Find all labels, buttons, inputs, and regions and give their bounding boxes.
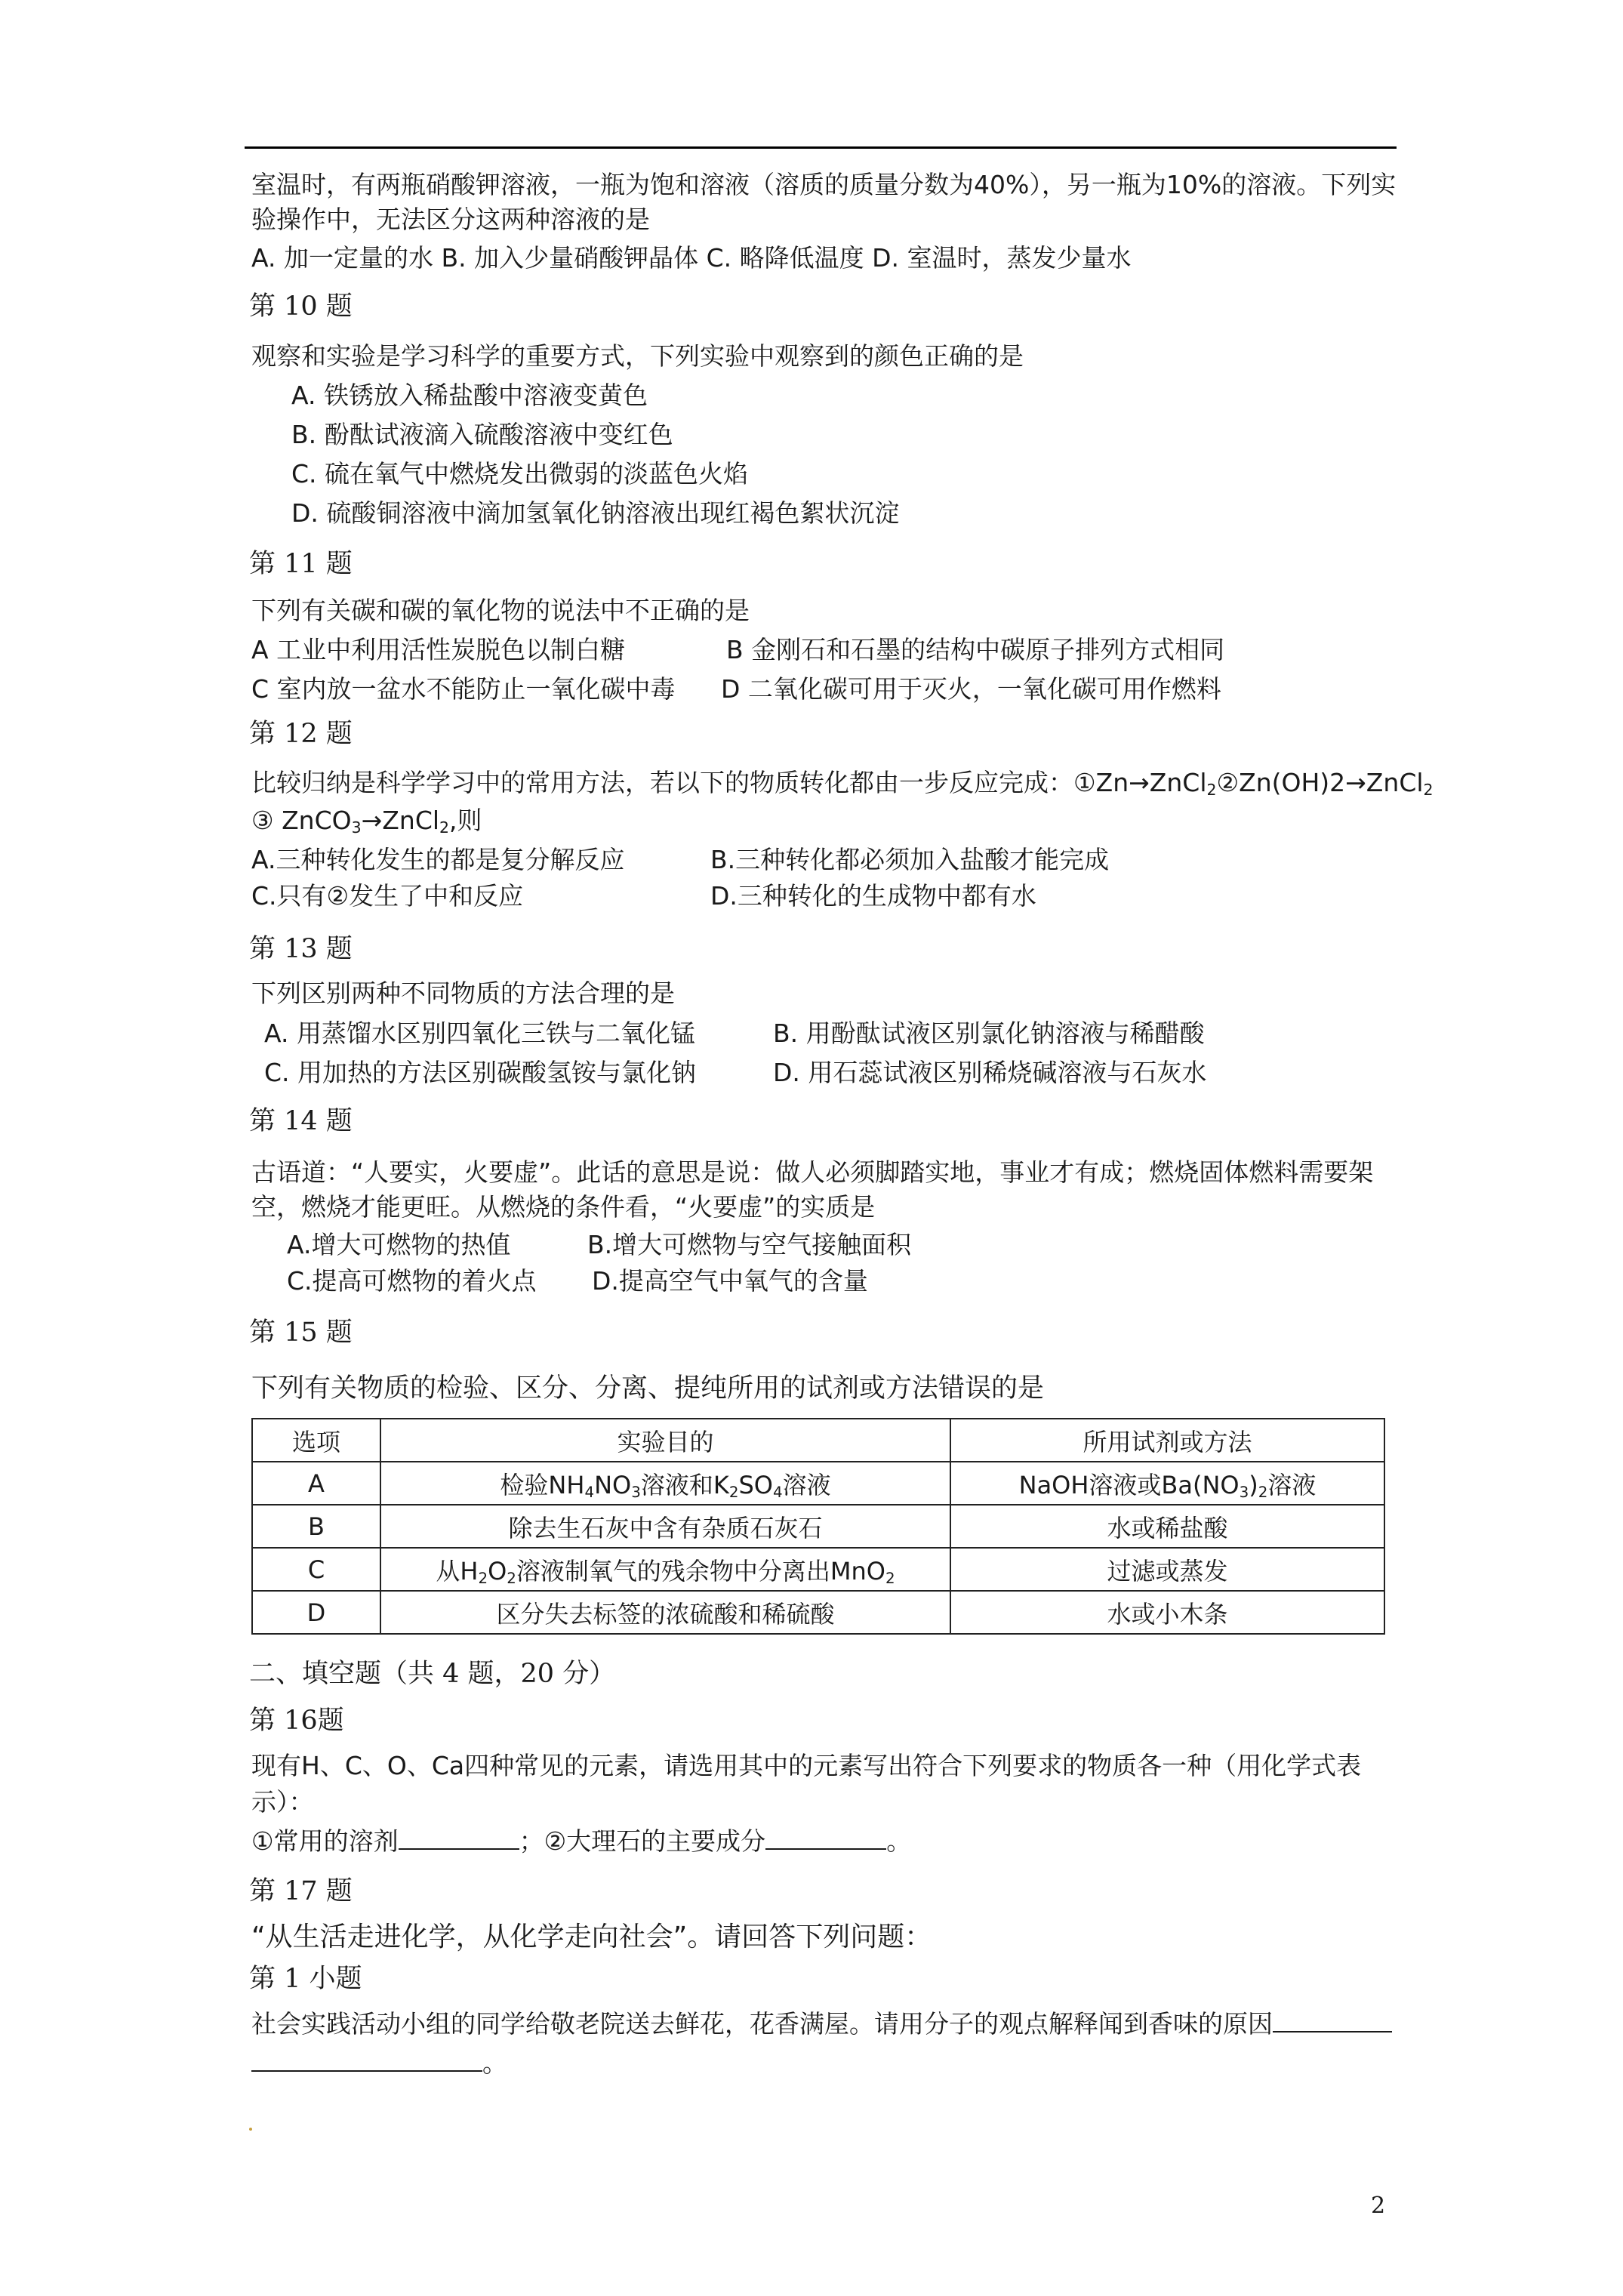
q12-heading: 第 12 题 (249, 719, 353, 749)
q10-option-c: C. 硫在氧气中燃烧发出微弱的淡蓝色火焰 (291, 459, 749, 488)
table-cell-method: 水或稀盐酸 (950, 1505, 1384, 1548)
q10-heading: 第 10 题 (249, 291, 353, 322)
table-cell-purpose: 除去生石灰中含有杂质石灰石 (380, 1505, 950, 1548)
section2-title: 二、填空题（共 4 题，20 分） (249, 1659, 616, 1689)
q14-heading: 第 14 题 (249, 1106, 353, 1136)
table-row (252, 1548, 1384, 1591)
table-cell-option: A (252, 1462, 380, 1505)
table-cell-method: NaOH溶液或$Ba(NO_3)_2$溶液 (950, 1462, 1384, 1505)
table-cell-purpose: 从$H_2O_2$溶液制氧气的残余物中分离出MnO$_2$ (380, 1548, 950, 1591)
answer-blank-3[interactable] (1273, 2011, 1392, 2032)
page-number: 2 (1371, 2193, 1386, 2219)
q12-option-c: C.只有②发生了中和反应 (251, 881, 524, 911)
q11-option-c: C 室内放一盆水不能防止一氧化碳中毒 (251, 674, 676, 704)
q15-text: 下列有关物质的检验、区分、分离、提纯所用的试剂或方法错误的是 (251, 1373, 1045, 1404)
q12-text-line-1: 比较归纳是科学学习中的常用方法，若以下的物质转化都由一步反应完成：①Zn→ZnCl$_2$②Zn(OH)2→ZnCl$_2$ (251, 768, 1434, 800)
q10-option-b: B. 酚酞试液滴入硫酸溶液中变红色 (291, 420, 673, 449)
answer-blank-1[interactable] (399, 1829, 519, 1850)
table-cell-option: D (252, 1591, 380, 1634)
q12-text-line-2: ③ ZnCO$_3$→ZnCl$_2$,则 (251, 806, 482, 837)
q12-option-a: A.三种转化发生的都是复分解反应 (251, 845, 625, 874)
table-header-row (252, 1419, 1384, 1462)
q11-option-a: A 工业中利用活性炭脱色以制白糖 (251, 635, 626, 664)
q17-heading: 第 17 题 (249, 1876, 353, 1906)
q16-text-line-2: 示）： (251, 1787, 314, 1817)
q17-sub-text: 社会实践活动小组的同学给敬老院送去鲜花，花香满屋。请用分子的观点解释闻到香味的原因 (251, 2011, 1392, 2036)
q14-text-line-1: 古语道：“人要实，火要虚”。此话的意思是说：做人必须脚踏实地，事业才有成；燃烧固体燃料需要架 (251, 1157, 1374, 1187)
q15-table (251, 1418, 1385, 1635)
q16-heading: 第 16题 (249, 1706, 344, 1736)
q11-heading: 第 11 题 (249, 549, 353, 579)
q10-option-a: A. 铁锈放入稀盐酸中溶液变黄色 (291, 381, 648, 410)
q14-option-a: A.增大可燃物的热值 (287, 1230, 511, 1259)
table-row (252, 1505, 1384, 1548)
q17-text: “从生活走进化学，从化学走向社会”。请回答下列问题： (251, 1922, 932, 1952)
q14-option-d: D.提高空气中氧气的含量 (592, 1266, 868, 1296)
q17-sub-continuation: 。 (251, 2051, 507, 2076)
q9-options: A. 加一定量的水 B. 加入少量硝酸钾晶体 C. 略降低温度 D. 室温时，蒸发少量水 (251, 243, 1132, 273)
table-header-cell: 选项 (252, 1419, 380, 1462)
table-header-cell: 实验目的 (380, 1419, 950, 1462)
q10-text: 观察和实验是学习科学的重要方式，下列实验中观察到的颜色正确的是 (251, 341, 1024, 371)
q14-option-b: B.增大可燃物与空气接触面积 (587, 1230, 912, 1259)
table-row (252, 1591, 1384, 1634)
table-cell-option: C (252, 1548, 380, 1591)
table-cell-option: B (252, 1505, 380, 1548)
q13-text: 下列区别两种不同物质的方法合理的是 (251, 978, 675, 1008)
q16-fill-line: ①常用的溶剂 ；②大理石的主要成分 。 (251, 1826, 912, 1856)
table-cell-method: 过滤或蒸发 (950, 1548, 1384, 1591)
q14-option-c: C.提高可燃物的着火点 (287, 1266, 537, 1296)
header-rule (245, 146, 1397, 149)
table-cell-purpose: 区分失去标签的浓硫酸和稀硫酸 (380, 1591, 950, 1634)
decorative-dot (249, 2128, 252, 2131)
q17-sub-heading: 第 1 小题 (249, 1964, 362, 1994)
table-header-cell: 所用试剂或方法 (950, 1419, 1384, 1462)
table-cell-method: 水或小木条 (950, 1591, 1384, 1634)
q11-option-d: D 二氧化碳可用于灭火，一氧化碳可用作燃料 (721, 674, 1221, 704)
q14-text-line-2: 空，燃烧才能更旺。从燃烧的条件看，“火要虚”的实质是 (251, 1192, 876, 1222)
q11-text: 下列有关碳和碳的氧化物的说法中不正确的是 (251, 596, 750, 625)
q13-option-a: A. 用蒸馏水区别四氧化三铁与二氧化锰 (264, 1019, 695, 1048)
q13-option-d: D. 用石蕊试液区别稀烧碱溶液与石灰水 (773, 1058, 1207, 1087)
table-cell-purpose: 检验$NH_4NO_3$溶液和$K_2SO_4$溶液 (380, 1462, 950, 1505)
q11-option-b: B 金刚石和石墨的结构中碳原子排列方式相同 (726, 635, 1225, 664)
table-row (252, 1462, 1384, 1505)
answer-blank-2[interactable] (765, 1829, 886, 1850)
q9-text-line-1: 室温时，有两瓶硝酸钾溶液，一瓶为饱和溶液（溶质的质量分数为40%），另一瓶为10%的溶液。下列实 (251, 170, 1397, 199)
q12-option-b: B.三种转化都必须加入盐酸才能完成 (710, 845, 1110, 874)
q15-heading: 第 15 题 (249, 1318, 353, 1348)
q12-option-d: D.三种转化的生成物中都有水 (710, 881, 1036, 911)
answer-blank-4[interactable] (251, 2051, 482, 2072)
q9-text-line-2: 验操作中，无法区分这两种溶液的是 (251, 205, 650, 234)
q13-option-b: B. 用酚酞试液区别氯化钠溶液与稀醋酸 (773, 1019, 1205, 1048)
q16-text-line-1: 现有H、C、O、Ca四种常见的元素，请选用其中的元素写出符合下列要求的物质各一种（用化学式表 (251, 1751, 1362, 1780)
q10-option-d: D. 硫酸铜溶液中滴加氢氧化钠溶液出现红褐色絮状沉淀 (291, 498, 900, 528)
q13-heading: 第 13 题 (249, 934, 353, 964)
q13-option-c: C. 用加热的方法区别碳酸氢铵与氯化钠 (264, 1058, 697, 1087)
